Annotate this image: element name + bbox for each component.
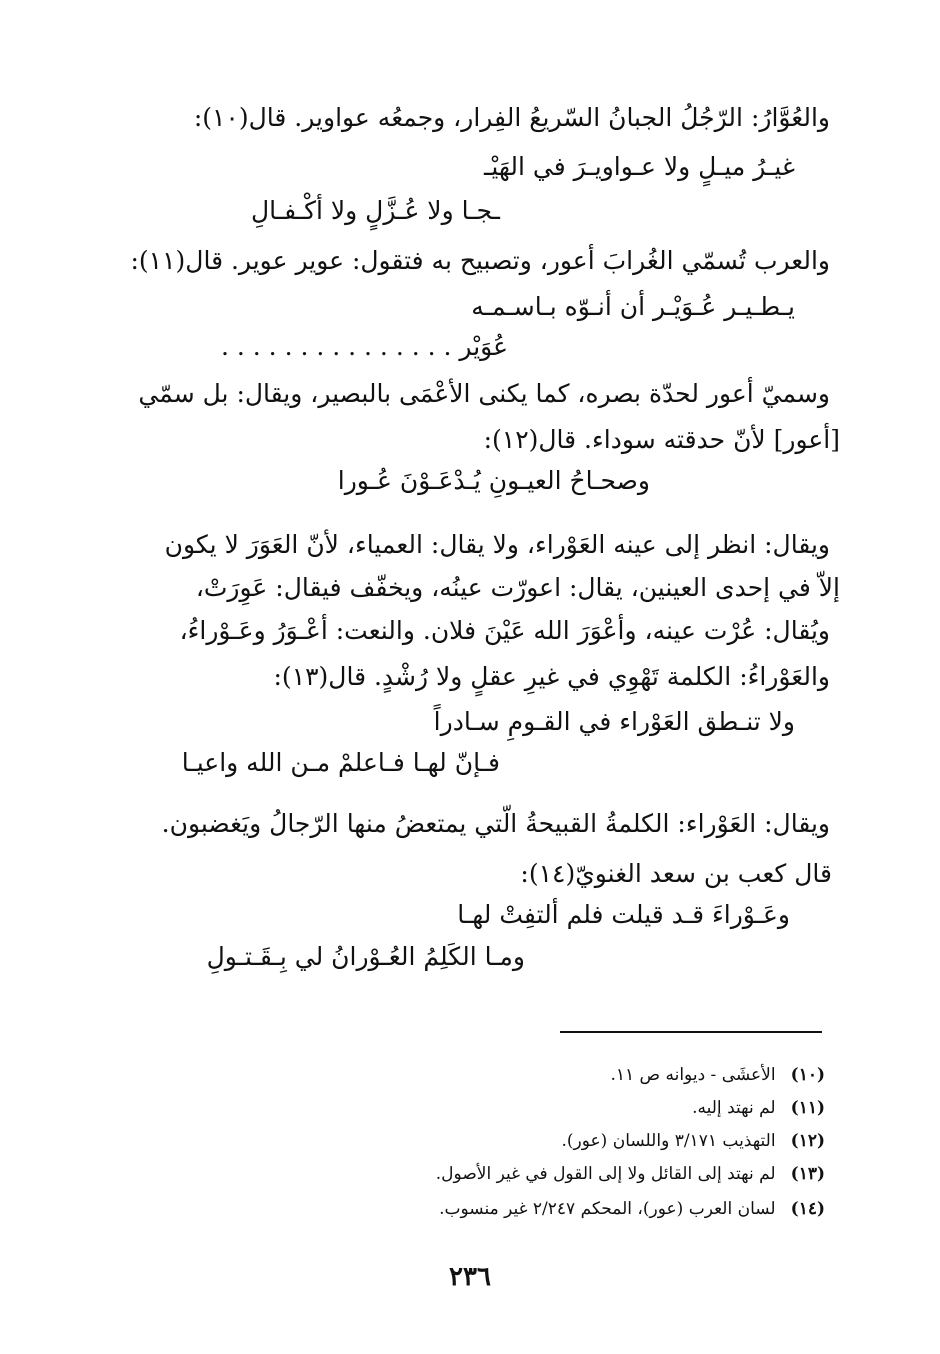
text-line: ويُقال: عُرْت عينه، وأعْوَرَ الله عَيْنَ فلان. والنعت: أعْـوَرُ وعَـوْراءُ، xyxy=(179,616,830,645)
footnote-separator xyxy=(560,1031,822,1033)
footnote xyxy=(562,1128,825,1154)
footnote-number: (١٠) xyxy=(790,1065,825,1085)
text-line: والعَوْراءُ: الكلمة تَهْوِي في غيرِ عقلٍ ولا رُشْدٍ. قال(١٣): xyxy=(273,662,830,691)
footnote-text: لسان العرب (عور)، المحكم ٢/٢٤٧ غير منسوب. xyxy=(439,1199,776,1219)
verse-line: غيـرُ ميـلٍ ولا عـواويـرَ في الهَيْـ xyxy=(484,152,795,181)
footnote-text: الأعشَى - ديوانه ص ١١. xyxy=(610,1065,776,1085)
verse-line: وعَـوْراءَ قـد قيلت فلم ألتفِتْ لهـا xyxy=(457,900,790,929)
footnote-number: (١٤) xyxy=(790,1199,825,1219)
footnote xyxy=(439,1196,825,1222)
footnote-number: (١٢) xyxy=(790,1131,825,1151)
text-line: إلاّ في إحدى العينين، يقال: اعورّت عينُه، ويخفّف فيقال: عَوِرَتْ، xyxy=(195,573,840,602)
footnote-text: لم نهتد إليه. xyxy=(692,1098,776,1118)
verse-line: ـجـا ولا عُـزَّلٍ ولا أكْـفـالِ xyxy=(251,196,500,225)
footnote-text: التهذيب ٣/١٧١ واللسان (عور). xyxy=(561,1131,776,1151)
footnote xyxy=(436,1161,825,1187)
verse-line: يـطـيـر عُـوَيْـر أن أنـوّه بـاسـمـه xyxy=(471,292,795,321)
text-line: قال كعب بن سعد الغنويّ(١٤): xyxy=(520,859,832,888)
text-line: [أعور] لأنّ حدقته سوداء. قال(١٢): xyxy=(483,425,840,454)
page-number: ٢٣٦ xyxy=(449,1262,491,1292)
footnote xyxy=(692,1095,825,1121)
text-line: ويقال: العَوْراء: الكلمةُ القبيحةُ الّتي يمتعضُ منها الرّجالُ ويَغضبون. xyxy=(161,809,830,838)
footnote-text: لم نهتد إلى القائل ولا إلى القول في غير الأصول. xyxy=(435,1164,776,1184)
text-line: وسميّ أعور لحدّة بصره، كما يكنى الأعْمَى بالبصير، ويقال: بل سمّي xyxy=(138,379,830,408)
verse-line: عُوَيْر . . . . . . . . . . . . . . . xyxy=(221,332,508,361)
text-line: والعرب تُسمّي الغُرابَ أعور، وتصبيح به فتقول: عوير عوير. قال(١١): xyxy=(130,246,830,275)
text-line: والعُوَّارُ: الرّجُلُ الجبانُ السّريعُ الفِرار، وجمعُه عواوير. قال(١٠): xyxy=(193,103,830,132)
footnote-number: (١١) xyxy=(790,1098,825,1118)
verse-line: ومـا الكَلِمُ العُـوْرانُ لي بِـقَـتـولِ xyxy=(206,942,525,971)
verse-line: فـإنّ لهـا فـاعلمْ مـن الله واعيـا xyxy=(181,748,500,777)
text-line: ويقال: انظر إلى عينه العَوْراء، ولا يقال: العمياء، لأنّ العَوَرَ لا يكون xyxy=(164,530,830,559)
footnote-number: (١٣) xyxy=(790,1164,825,1184)
footnote xyxy=(610,1062,825,1088)
verse-line: ولا تنـطق العَوْراء في القـومِ سـادراً xyxy=(433,707,795,736)
verse-line: وصحـاحُ العيـونِ يُـدْعَـوْنَ عُـورا xyxy=(337,466,650,495)
